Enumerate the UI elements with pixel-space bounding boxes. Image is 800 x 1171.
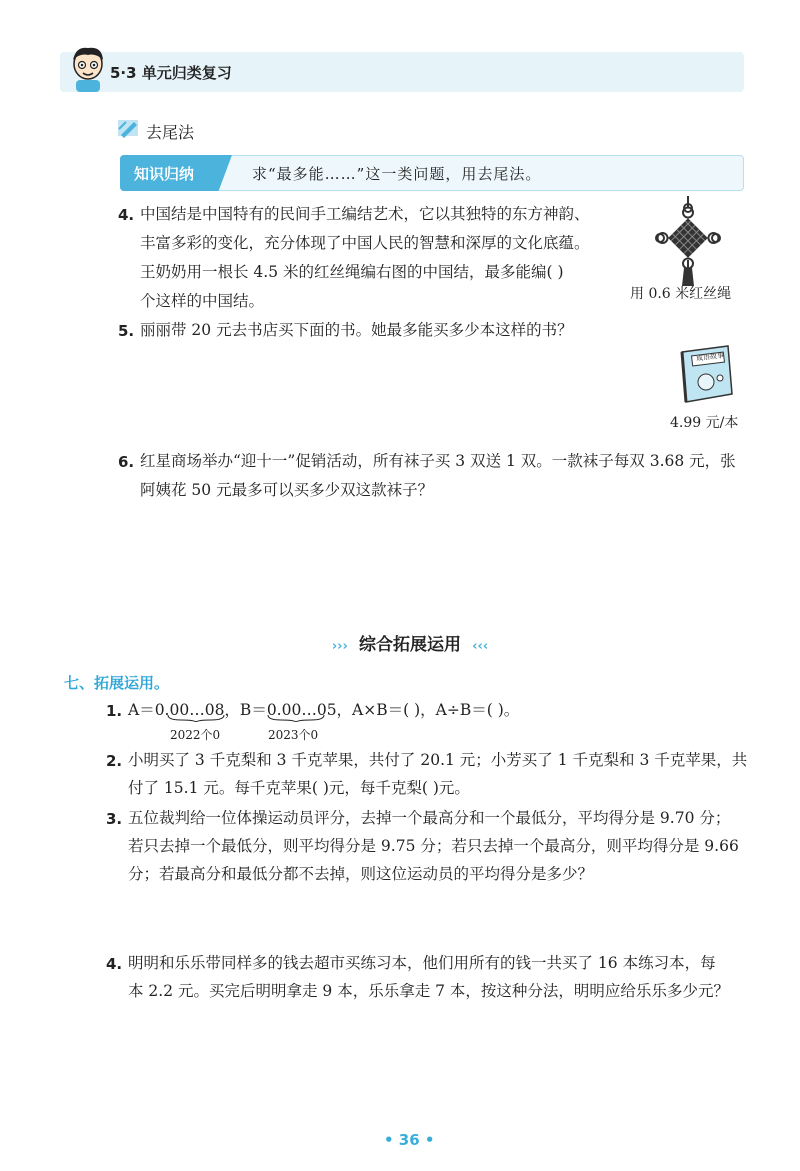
question-number: 5. — [118, 322, 135, 340]
page-number: • 36 • — [384, 1131, 435, 1149]
question-number: 4. — [106, 955, 123, 973]
knot-caption: 用 0.6 米红丝绳 — [630, 286, 732, 302]
question-4-line-1: 中国结是中国特有的民间手工编结艺术，它以其独特的东方神韵、 — [140, 205, 590, 223]
question-number: 6. — [118, 453, 135, 471]
question-4-line-3: 王奶奶用一根长 4.5 米的红丝绳编右图的中国结，最多能编( ) — [140, 263, 564, 281]
exercise-3-line-3: 分；若最高分和最低分都不去掉，则这位运动员的平均得分是多少？ — [128, 865, 594, 883]
question-6-line-1: 红星商场举办“迎十一”促销活动，所有袜子买 3 双送 1 双。一款袜子每双 3.68 元，张 — [140, 452, 736, 470]
pencil-icon — [118, 118, 140, 138]
section-title: 去尾法 — [146, 123, 195, 142]
banner-title: 综合拓展运用 — [359, 635, 461, 655]
summary-text: 求“最多能……”这一类问题，用去尾法。 — [252, 165, 542, 183]
section-banner — [310, 630, 510, 656]
subscript-label: 2022个0 — [170, 728, 221, 742]
exercise-2-line-2: 付了 15.1 元。每千克苹果( )元，每千克梨( )元。 — [128, 779, 470, 797]
question-4-line-4: 个这样的中国结。 — [140, 292, 265, 310]
question-4-line-2: 丰富多彩的变化，充分体现了中国人民的智慧和深厚的文化底蕴。 — [140, 234, 590, 252]
book-illustration — [676, 344, 736, 404]
question-number: 1. — [106, 702, 123, 720]
question-number: 2. — [106, 752, 123, 770]
summary-tag-label: 知识归纳 — [134, 165, 195, 183]
exercise-4-line-1: 明明和乐乐带同样多的钱去超市买练习本，他们用所有的钱一共买了 16 本练习本，每 — [128, 954, 716, 972]
question-number: 3. — [106, 810, 123, 828]
exercise-3-line-1: 五位裁判给一位体操运动员评分，去掉一个最高分和一个最低分，平均得分是 9.70 分； — [128, 809, 731, 827]
banner-right-arrows: ‹‹‹ — [472, 639, 489, 654]
section-7-title: 七、拓展运用。 — [64, 674, 170, 692]
exercise-4-line-2: 本 2.2 元。买完后明明拿走 9 本，乐乐拿走 7 本，按这种分法，明明应给乐乐多少元？ — [128, 982, 729, 1000]
banner-left-arrows: ››› — [331, 639, 348, 654]
mascot-icon — [66, 44, 110, 92]
brace-icon — [266, 714, 326, 722]
brace-icon — [166, 714, 226, 722]
question-6-line-2: 阿姨花 50 元最多可以买多少双这款袜子？ — [140, 481, 434, 499]
book-title: 成语故事 — [695, 351, 725, 363]
question-number: 4. — [118, 206, 135, 224]
exercise-1-line-1: A＝0.00…08，B＝0.00…05，A×B＝( )，A÷B＝( )。 — [128, 701, 520, 719]
question-5-line-1: 丽丽带 20 元去书店买下面的书。她最多能买多少本这样的书？ — [140, 321, 573, 339]
exercise-2-line-1: 小明买了 3 千克梨和 3 千克苹果，共付了 20.1 元；小芳买了 1 千克梨和 3 千克苹果，共 — [128, 751, 748, 769]
header-title: 5·3 单元归类复习 — [110, 64, 232, 82]
book-price: 4.99 元/本 — [670, 415, 739, 431]
exercise-3-line-2: 若只去掉一个最低分，则平均得分是 9.75 分；若只去掉一个最高分，则平均得分是 9.66 — [128, 837, 739, 855]
subscript-label: 2023个0 — [268, 728, 319, 742]
chinese-knot-illustration — [648, 196, 728, 286]
